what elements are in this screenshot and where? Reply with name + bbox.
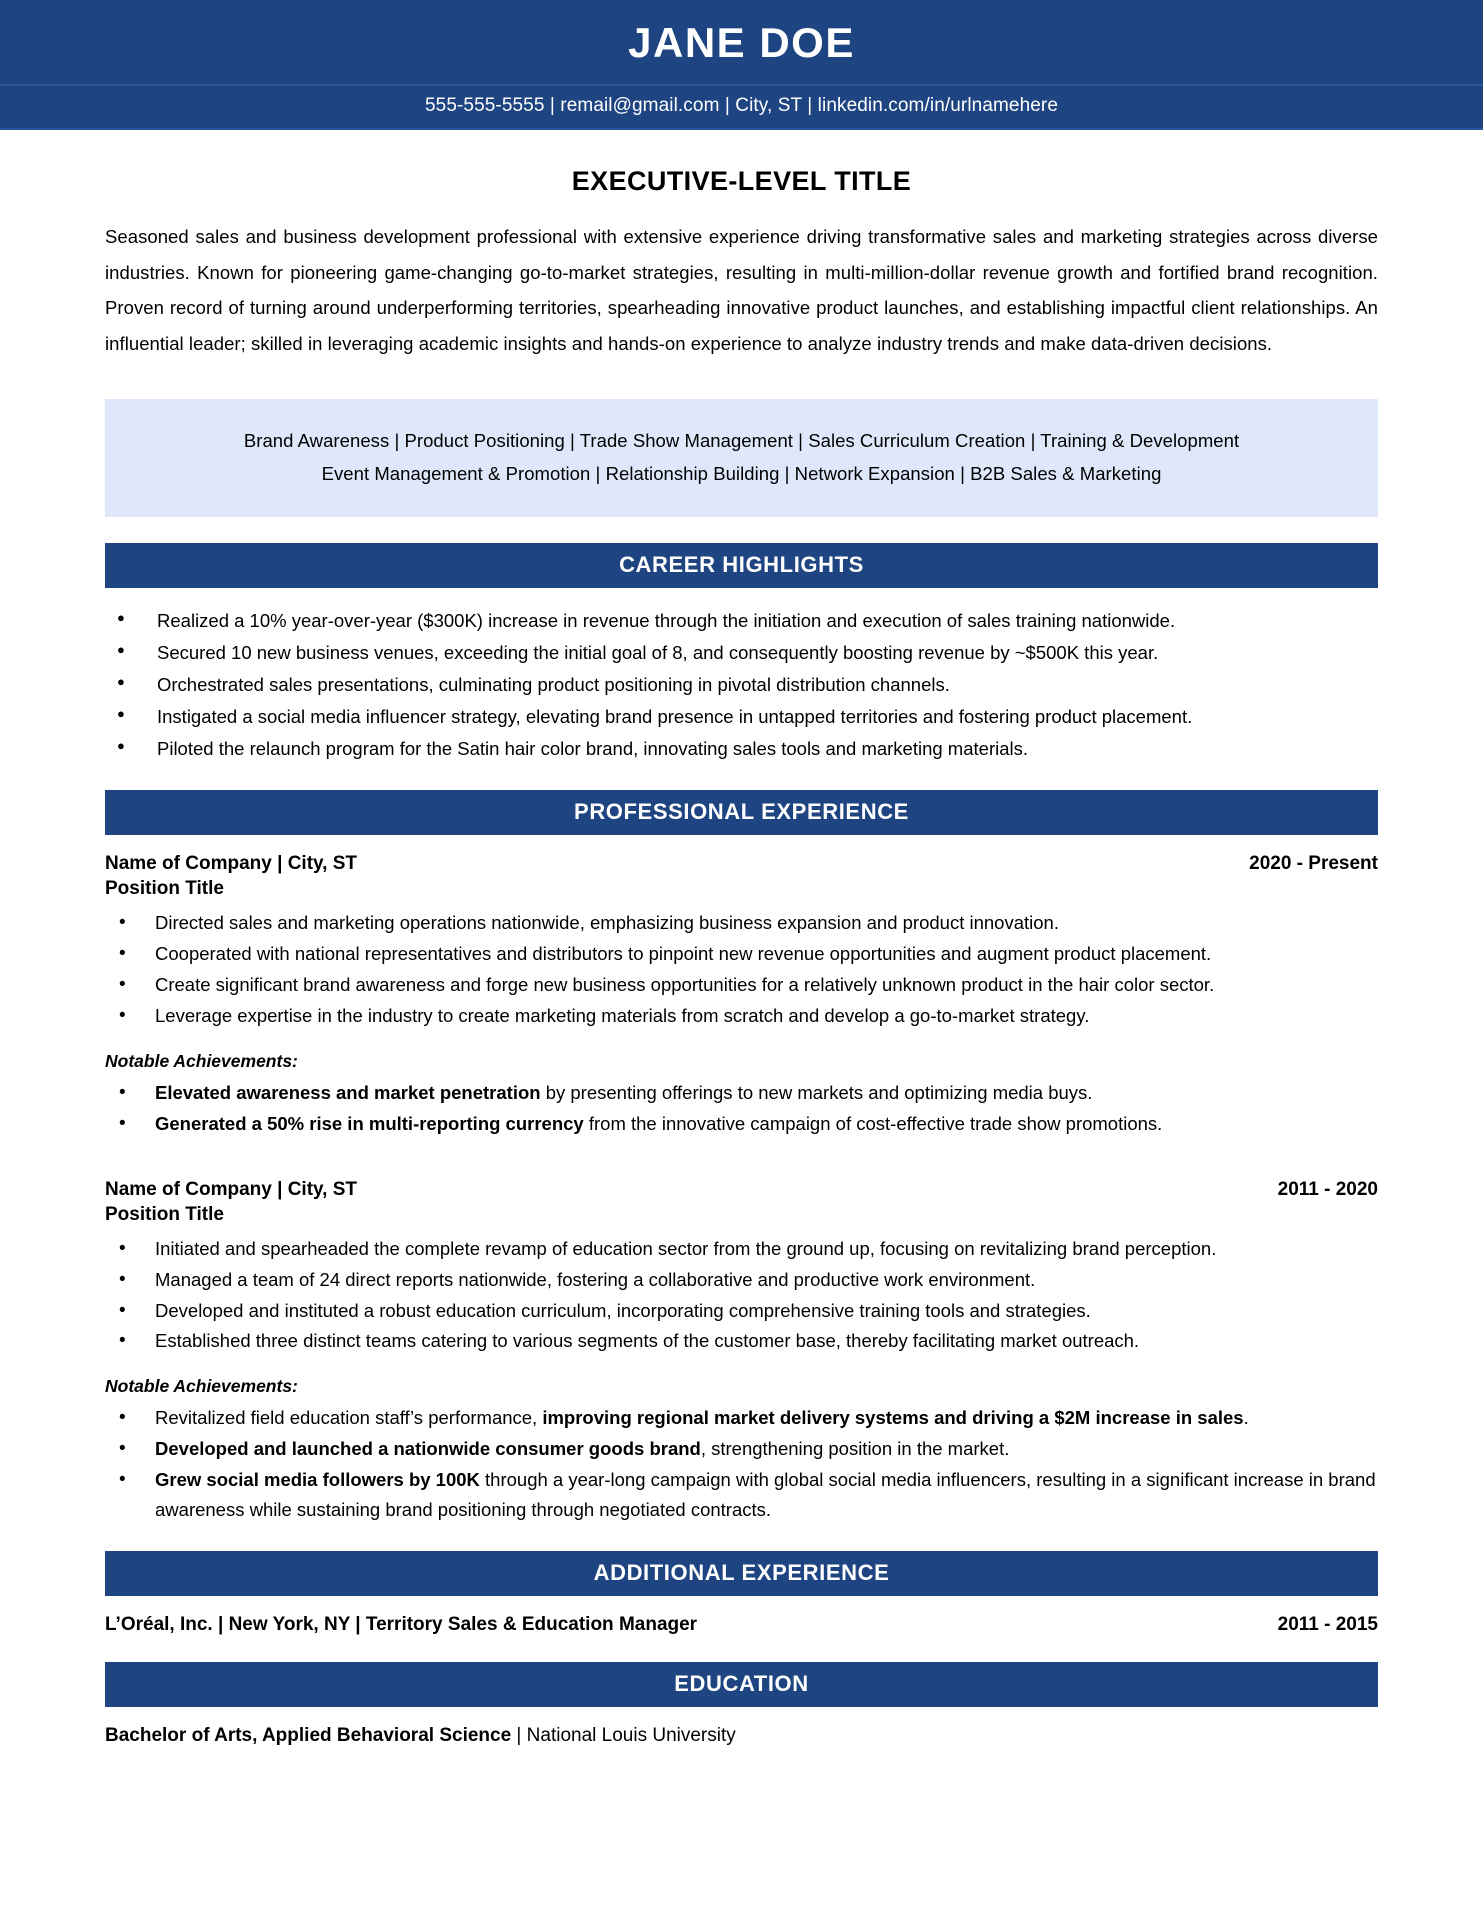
- list-item: • Cooperated with national representatives and distributors to pinpoint new revenue opportunities and augment product placement.: [105, 939, 1378, 969]
- company-and-location: [105, 853, 357, 875]
- experience-entry: [105, 1179, 1378, 1526]
- additional-experience-text: L’Oréal, Inc. | New York, NY | Territory Sales & Education Manager: [105, 1614, 698, 1636]
- experience-header: [105, 1179, 1378, 1201]
- employment-dates: 2020 - Present: [1249, 852, 1378, 874]
- additional-experience-dates: 2011 - 2015: [1277, 1614, 1378, 1636]
- list-item: [105, 1465, 1378, 1525]
- list-item: • Established three distinct teams catering to various segments of the customer base, thereby facilitating market outreach.: [105, 1326, 1378, 1356]
- achievement-emphasis: Generated a 50% rise in multi-reporting currency: [155, 1112, 584, 1134]
- education-school: National Louis University: [526, 1725, 736, 1747]
- separator: |: [511, 1725, 527, 1747]
- list-item: • Managed a team of 24 direct reports nationwide, fostering a collaborative and productive work environment.: [105, 1265, 1378, 1295]
- section-heading-career-highlights: CAREER HIGHLIGHTS: [105, 543, 1378, 588]
- company-name: Name of Company: [105, 1178, 272, 1200]
- section-heading-education: EDUCATION: [105, 1662, 1378, 1707]
- achievement-text: , strengthening position in the market.: [700, 1438, 1010, 1460]
- achievement-prefix: Revitalized field education staff’s performance,: [155, 1407, 543, 1429]
- company-name: Name of Company: [105, 852, 272, 874]
- list-item: • Leverage expertise in the industry to create marketing materials from scratch and develop a go-to-market strategy.: [105, 1001, 1378, 1031]
- achievement-text: .: [1243, 1407, 1249, 1429]
- company-location: City, ST: [287, 1178, 358, 1200]
- experience-bullet-list: [105, 1234, 1378, 1357]
- list-item: [105, 1109, 1378, 1139]
- competencies-line-1: Brand Awareness | Product Positioning | Trade Show Management | Sales Curriculum Creation | Training & Development: [243, 430, 1240, 452]
- position-title: Position Title: [105, 877, 224, 899]
- experience-header: [105, 853, 1378, 875]
- candidate-name: JANE DOE: [628, 19, 855, 66]
- list-item: ● Orchestrated sales presentations, culminating product positioning in pivotal distribution channels.: [105, 670, 1378, 700]
- separator: |: [271, 852, 288, 874]
- resume-body: [0, 166, 1483, 1747]
- list-item: • Initiated and spearheaded the complete revamp of education sector from the ground up, focusing on revitalizing brand perception.: [105, 1234, 1378, 1264]
- career-highlights-list: [105, 606, 1378, 764]
- list-item: ● Instigated a social media influencer strategy, elevating brand presence in untapped territories and fostering product placement.: [105, 702, 1378, 732]
- page-title: EXECUTIVE-LEVEL TITLE: [571, 166, 912, 196]
- list-item: [105, 1078, 1378, 1108]
- list-item: • Developed and instituted a robust education curriculum, incorporating comprehensive training tools and strategies.: [105, 1296, 1378, 1326]
- position-title: Position Title: [105, 1203, 224, 1225]
- list-item: ● Piloted the relaunch program for the Satin hair color brand, innovating sales tools and marketing materials.: [105, 734, 1378, 764]
- additional-experience-entry: [105, 1614, 1378, 1636]
- list-item: • Directed sales and marketing operations nationwide, emphasizing business expansion and product innovation.: [105, 908, 1378, 938]
- notable-achievements-list: [105, 1078, 1378, 1139]
- achievement-emphasis: Elevated awareness and market penetration: [155, 1081, 541, 1103]
- resume-header-name-band: [0, 0, 1483, 86]
- achievement-emphasis: Grew social media followers by 100K: [155, 1469, 480, 1491]
- contact-line: 555-555-5555 | remail@gmail.com | City, ST | linkedin.com/in/urlnamehere: [424, 95, 1059, 116]
- core-competencies-box: [105, 399, 1378, 517]
- education-entry: [105, 1725, 1378, 1747]
- employment-dates: 2011 - 2020: [1277, 1178, 1378, 1200]
- list-item: ● Realized a 10% year-over-year ($300K) increase in revenue through the initiation and execution of sales training nationwide.: [105, 606, 1378, 636]
- list-item: • Create significant brand awareness and forge new business opportunities for a relatively unknown product in the hair color sector.: [105, 970, 1378, 1000]
- list-item: ● Secured 10 new business venues, exceeding the initial goal of 8, and consequently boosting revenue by ~$500K this year.: [105, 638, 1378, 668]
- competencies-line-2: Event Management & Promotion | Relationship Building | Network Expansion | B2B Sales & Marketing: [321, 462, 1162, 484]
- company-location: City, ST: [287, 852, 358, 874]
- experience-entry: [105, 853, 1378, 1139]
- education-degree: Bachelor of Arts, Applied Behavioral Science: [105, 1725, 512, 1747]
- experience-bullet-list: [105, 908, 1378, 1031]
- resume-header-contact-band: [0, 86, 1483, 130]
- section-heading-professional-experience: PROFESSIONAL EXPERIENCE: [105, 790, 1378, 835]
- list-item: [105, 1434, 1378, 1464]
- achievement-emphasis: improving regional market delivery systems and driving a $2M increase in sales: [542, 1407, 1244, 1429]
- achievement-emphasis: Developed and launched a nationwide consumer goods brand: [155, 1438, 701, 1460]
- list-item: [105, 1403, 1378, 1433]
- professional-summary: Seasoned sales and business development professional with extensive experience driving transformative sales and marketing strategies across diverse industries. Known for pioneering game-changing go-to-market strategies, resulting in multi-million-dollar revenue growth and fortified brand recognition. Proven record of turning around underperforming territories, spearheading innovative product launches, and establishing impactful client relationships. An influential leader; skilled in leveraging academic insights and hands-on experience to analyze industry trends and make data-driven decisions.: [105, 226, 1378, 354]
- section-heading-additional-experience: ADDITIONAL EXPERIENCE: [105, 1551, 1378, 1596]
- achievement-text: through a year-long campaign with global social media influencers, resulting in a significant increase in brand awareness while sustaining brand positioning through negotiated contracts.: [155, 1469, 1376, 1521]
- achievement-text: from the innovative campaign of cost-effective trade show promotions.: [583, 1112, 1163, 1134]
- notable-achievements-label: Notable Achievements:: [105, 1376, 298, 1397]
- separator: |: [271, 1178, 288, 1200]
- notable-achievements-list: [105, 1403, 1378, 1525]
- achievement-text: by presenting offerings to new markets and optimizing media buys.: [540, 1081, 1093, 1103]
- company-and-location: [105, 1179, 357, 1201]
- notable-achievements-label: Notable Achievements:: [105, 1050, 298, 1071]
